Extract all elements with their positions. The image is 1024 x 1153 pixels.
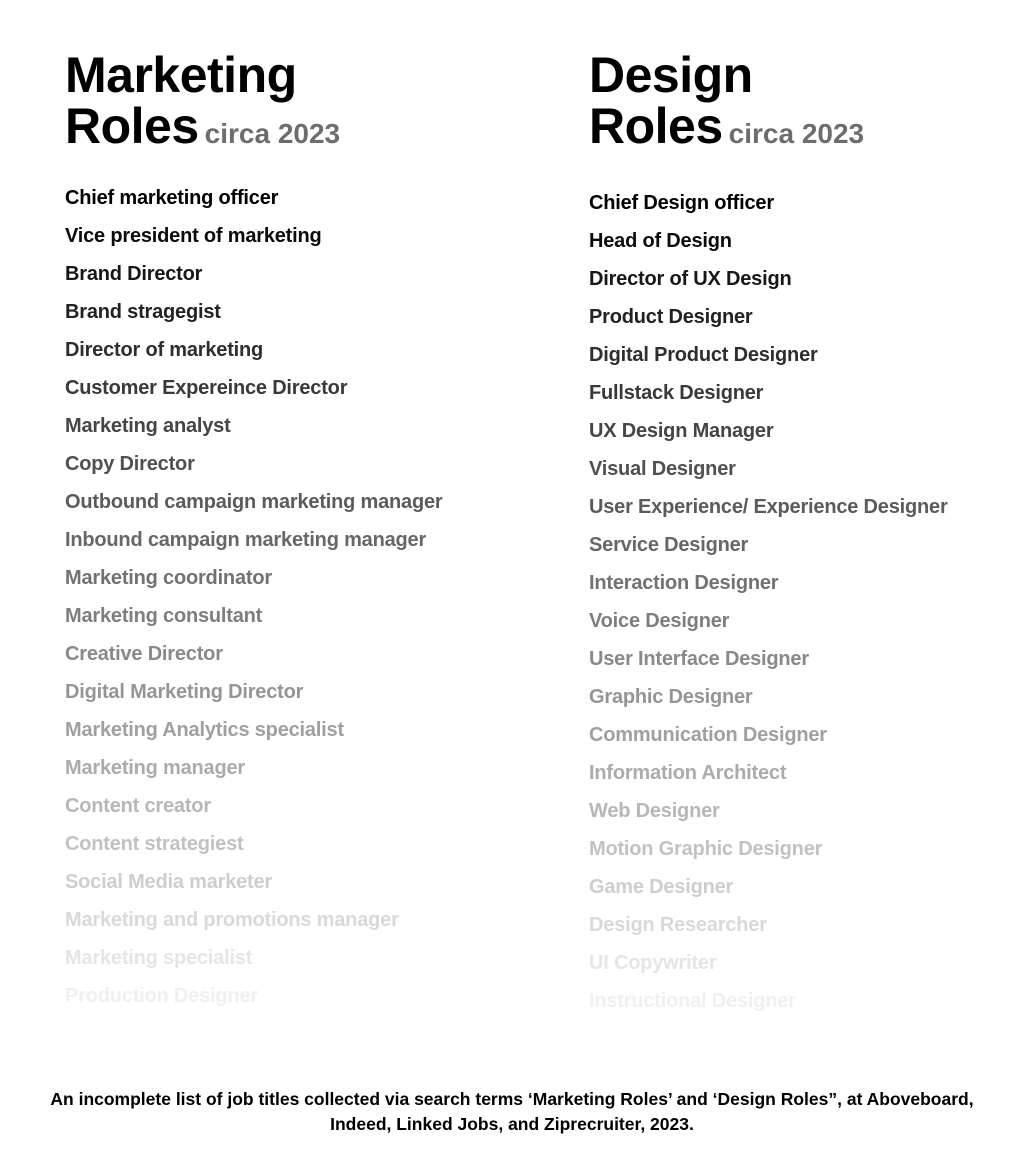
design-role-item: Game Designer: [589, 876, 734, 898]
design-role-item: UI Copywriter: [589, 952, 717, 974]
marketing-role-item: Digital Marketing Director: [65, 681, 304, 703]
design-heading: [589, 47, 1009, 159]
marketing-heading-line2: Roles: [65, 98, 199, 154]
design-role-item: Fullstack Designer: [589, 382, 764, 404]
marketing-role-item: Marketing coordinator: [65, 567, 272, 589]
design-role-item: UX Design Manager: [589, 420, 774, 442]
marketing-role-item: Marketing Analytics specialist: [65, 719, 344, 741]
design-heading-line2: Roles: [589, 98, 723, 154]
design-role-item: User Experience/ Experience Designer: [589, 496, 948, 518]
marketing-role-item: Inbound campaign marketing manager: [65, 529, 427, 551]
design-role-item: Web Designer: [589, 800, 720, 822]
design-role-item: Interaction Designer: [589, 572, 779, 594]
marketing-role-item: Content strategiest: [65, 833, 244, 855]
marketing-role-item: Outbound campaign marketing manager: [65, 491, 443, 513]
design-role-item: Product Designer: [589, 306, 753, 328]
marketing-role-item: Brand stragegist: [65, 301, 221, 323]
design-roles-list: [589, 191, 1009, 1027]
marketing-role-item: Content creator: [65, 795, 211, 817]
marketing-role-item: Copy Director: [65, 453, 195, 475]
design-heading-line1: Design: [589, 47, 753, 103]
marketing-heading: [65, 47, 535, 159]
footnote-caption: An incomplete list of job titles collected via search terms ‘Marketing Roles’ and ‘Design Roles”, at Aboveboard, Indeed, Linked Jobs, and Ziprecruiter, 2023.: [50, 1088, 974, 1134]
design-role-item: Voice Designer: [589, 610, 730, 632]
marketing-role-item: Marketing manager: [65, 757, 245, 779]
marketing-heading-line1: Marketing: [65, 47, 297, 103]
marketing-role-item: Social Media marketer: [65, 871, 273, 893]
marketing-role-item: Director of marketing: [65, 339, 264, 361]
marketing-column: [65, 47, 535, 1022]
marketing-roles-list: [65, 186, 535, 1022]
design-role-item: Service Designer: [589, 534, 749, 556]
design-role-item: Digital Product Designer: [589, 344, 818, 366]
design-role-item: Motion Graphic Designer: [589, 838, 823, 860]
design-role-item: Director of UX Design: [589, 268, 792, 290]
design-column: [589, 47, 1009, 1027]
design-circa: circa 2023: [728, 118, 865, 149]
design-role-item: Communication Designer: [589, 724, 827, 746]
marketing-role-item: Production Designer: [65, 985, 258, 1007]
design-role-item: Instructional Designer: [589, 990, 796, 1012]
design-role-item: Graphic Designer: [589, 686, 753, 708]
marketing-role-item: Marketing analyst: [65, 415, 231, 437]
design-role-item: Design Researcher: [589, 914, 767, 936]
marketing-role-item: Marketing and promotions manager: [65, 909, 399, 931]
marketing-role-item: Creative Director: [65, 643, 223, 665]
marketing-circa: circa 2023: [204, 118, 341, 149]
design-role-item: User Interface Designer: [589, 648, 809, 670]
marketing-role-item: Brand Director: [65, 263, 203, 285]
design-role-item: Information Architect: [589, 762, 787, 784]
marketing-role-item: Chief marketing officer: [65, 187, 279, 209]
design-role-item: Chief Design officer: [589, 192, 774, 214]
marketing-role-item: Vice president of marketing: [65, 225, 322, 247]
design-role-item: Visual Designer: [589, 458, 736, 480]
marketing-role-item: Marketing consultant: [65, 605, 263, 627]
marketing-role-item: Customer Expereince Director: [65, 377, 348, 399]
marketing-role-item: Marketing specialist: [65, 947, 253, 969]
design-role-item: Head of Design: [589, 230, 732, 252]
